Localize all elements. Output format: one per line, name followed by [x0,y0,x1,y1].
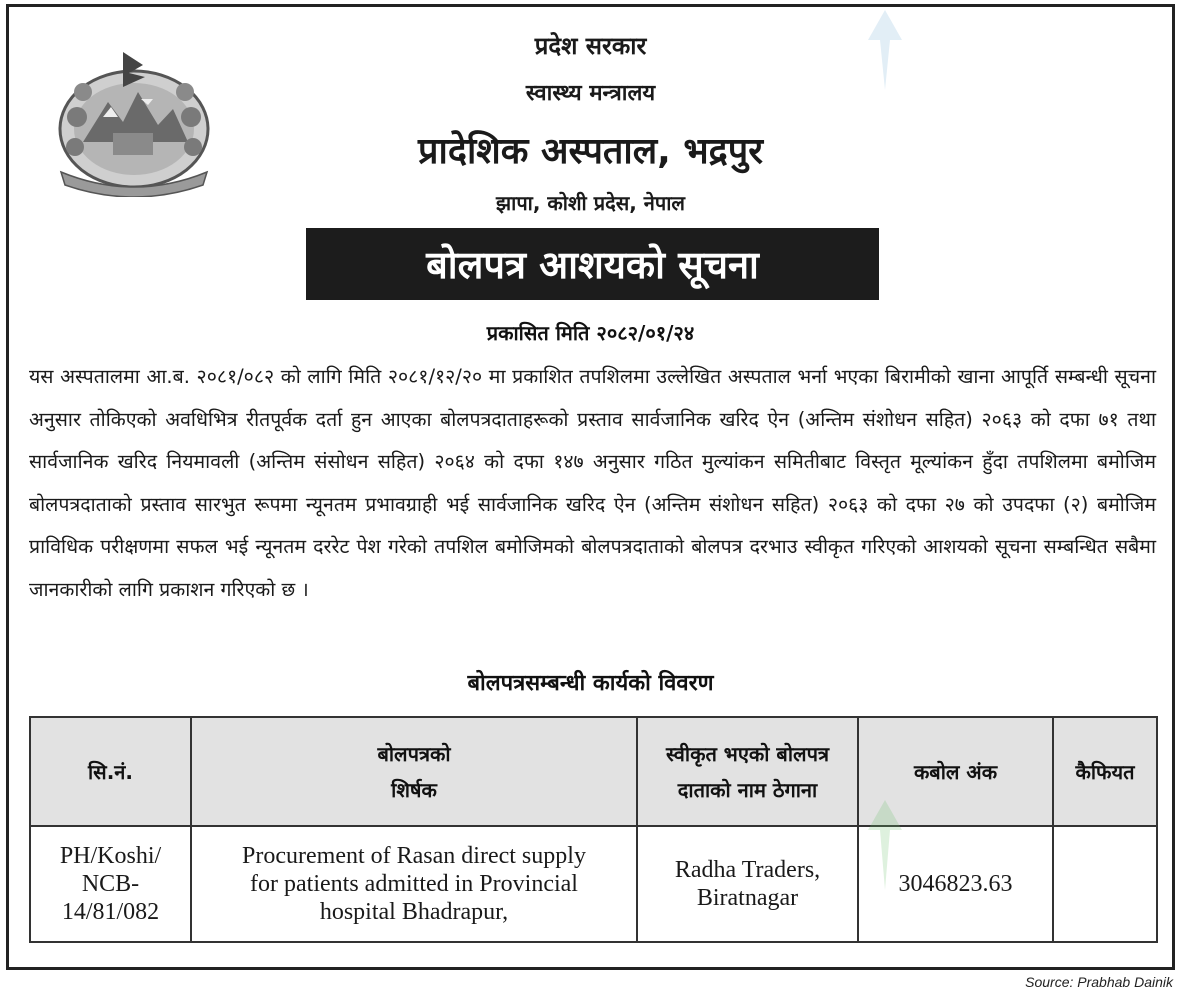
tender-table [29,716,1158,943]
cell-line: Procurement of Rasan direct supply [242,843,586,869]
cell-bid-amount: 3046823.63 [858,826,1053,942]
header-approved-bidder-line: दाताको नाम ठेगाना [677,777,818,802]
cell-line: PH/Koshi/ [59,843,162,869]
cell-line: Radha Traders, [674,857,821,883]
published-date: प्रकासित मिति २०८२/०१/२४ [486,321,695,345]
source-credit: Source: Prabhab Dainik [1025,974,1173,990]
header-approved-bidder-line: स्वीकृत भएको बोलपत्र [666,741,829,766]
cell-tender-title [191,826,637,942]
cell-approved-bidder [637,826,858,942]
notice-frame [6,4,1175,970]
cell-line: for patients admitted in Provincial [250,871,578,897]
cell-serial-number [30,826,191,942]
notice-title-banner [306,228,879,300]
watermark-arrow-icon [868,800,902,890]
header-tender-title-line: शिर्षक [391,777,437,802]
header-tender-title [191,717,637,826]
header-approved-bidder [637,717,858,826]
header-address: झापा, कोशी प्रदेस, नेपाल [496,191,685,215]
header-tender-title-line: बोलपत्रको [377,741,451,766]
header-ministry: स्वास्थ्य मन्त्रालय [525,81,656,106]
table-header-row [30,717,1157,826]
cell-remarks [1053,826,1157,942]
cell-line: hospital Bhadrapur, [319,899,509,925]
cell-line: 14/81/082 [61,899,160,925]
header-hospital-name: प्रादेशिक अस्पताल, भद्रपुर [418,131,763,172]
header-remarks: कैफियत [1053,717,1157,826]
nepal-government-emblem-icon [53,47,215,197]
notice-title: बोलपत्र आशयको सूचना [426,243,759,287]
table-row [30,826,1157,942]
cell-line: Biratnagar [696,885,799,911]
section-title: बोलपत्रसम्बन्धी कार्यको विवरण [467,671,714,696]
header-bid-amount: कबोल अंक [858,717,1053,826]
notice-body: यस अस्पतालमा आ.ब. २०८१/०८२ को लागि मिति २०८१/१२/२० मा प्रकाशित तपशिलमा उल्लेखित अस्पताल भर्ना भएका बिरामीको खाना आपूर्ति सम्बन्धी सूचना अनुसार तोकिएको अवधिभित्र रीतपूर्वक दर्ता हुन आएका बोलपत्रदाताहरूको प्रस्ताव सार्वजानिक खरिद ऐन (अन्तिम संशोधन सहित) २०६३ को दफा ७१ तथा सार्वजानिक खरिद नियमावली (अन्तिम संसोधन सहित) २०६४ को दफा १४७ अनुसार गठित मुल्यांकन समितीबाट विस्तृत मूल्यांकन हुँदा तपशिलमा बमोजिम बोलपत्रदाताको प्रस्ताव सारभुत रूपमा न्यूनतम प्रभावग्राही भई सार्वजानिक खरिद ऐन (अन्तिम संशोधन सहित) २०६३ को दफा २७ को उपदफा (२) बमोजिम प्राविधिक परीक्षणमा सफल भई न्यूनतम दररेट पेश गरेको तपशिल बमोजिमको बोलपत्रदाताको बोलपत्र दरभाउ स्वीकृत गरिएको आशयको सूचना सम्बन्धित सबैमा जानकारीको लागि प्रकाशन गरिएको छ । [29,365,1156,601]
header-serial-number: सि.नं. [30,717,191,826]
cell-line: NCB- [81,871,140,897]
watermark-arrow-icon [868,10,902,90]
header-province-government: प्रदेश सरकार [534,32,647,60]
